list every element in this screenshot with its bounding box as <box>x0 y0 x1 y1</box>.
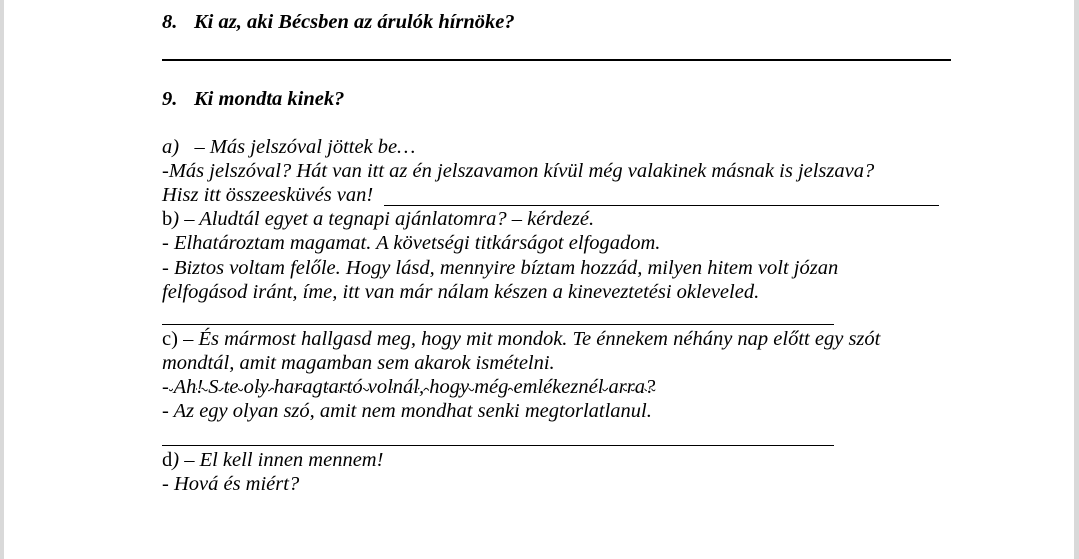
quote-c-line-3 <box>162 375 655 399</box>
quote-a-text-1: – Más jelszóval jöttek be… <box>194 136 416 158</box>
quote-b-text-1: ) – Aludtál egyet a tegnapi ajánlatomra? – kérdezé. <box>172 208 595 230</box>
answer-line-a <box>384 205 939 206</box>
question-8 <box>162 10 515 34</box>
quote-c-text-1: – És mármost hallgasd meg, hogy mit mondok. Te énnekem néhány nap előtt egy szót <box>183 328 881 350</box>
quote-b-line-3: - Biztos voltam felőle. Hogy lásd, mennyire bíztam hozzád, milyen hitem volt józan <box>162 257 839 279</box>
quote-d-line-2: - Hová és miért? <box>162 473 300 495</box>
quote-c-line-4: - Az egy olyan szó, amit nem mondhat senki megtorlatlanul. <box>162 400 652 422</box>
quote-b-line-4: felfogásod iránt, íme, itt van már nálam készen a kineveztetési okleveled. <box>162 281 760 303</box>
quote-c-line-2: mondtál, amit magamban sem akarok ismételni. <box>162 352 555 374</box>
quote-d-text-1: ) – El kell innen mennem! <box>172 449 384 471</box>
page-border-right <box>1074 0 1079 559</box>
question-8-text: Ki az, aki Bécsben az árulók hírnöke? <box>194 11 515 33</box>
question-8-number: 8. <box>162 11 178 33</box>
question-9 <box>162 87 344 111</box>
question-9-number: 9. <box>162 88 178 110</box>
quote-a-line-1 <box>162 135 415 159</box>
quote-d-line-1 <box>162 448 383 472</box>
quote-a-marker: a) <box>162 136 180 158</box>
answer-line-8 <box>162 59 951 61</box>
answer-line-b <box>162 324 834 325</box>
quote-b-line-2: - Elhatároztam magamat. A követségi titkárságot elfogadom. <box>162 232 661 254</box>
question-9-text: Ki mondta kinek? <box>194 88 345 110</box>
quote-b-line-1 <box>162 207 594 231</box>
quote-a-line-3: Hisz itt összeesküvés van! <box>162 184 374 206</box>
quote-a-line-2: -Más jelszóval? Hát van itt az én jelszavamon kívül még valakinek másnak is jelszava? <box>162 160 875 182</box>
page-border-left <box>0 0 4 559</box>
answer-line-c <box>162 445 834 446</box>
quote-c-marker: c) <box>162 328 184 350</box>
quote-d-marker: d <box>162 449 173 471</box>
quote-b-marker: b <box>162 208 173 230</box>
quote-c-text-3: - Ah! S te oly haragtartó volnál, hogy még emlékeznél arra? <box>162 376 656 398</box>
quote-c-line-1 <box>162 327 880 351</box>
